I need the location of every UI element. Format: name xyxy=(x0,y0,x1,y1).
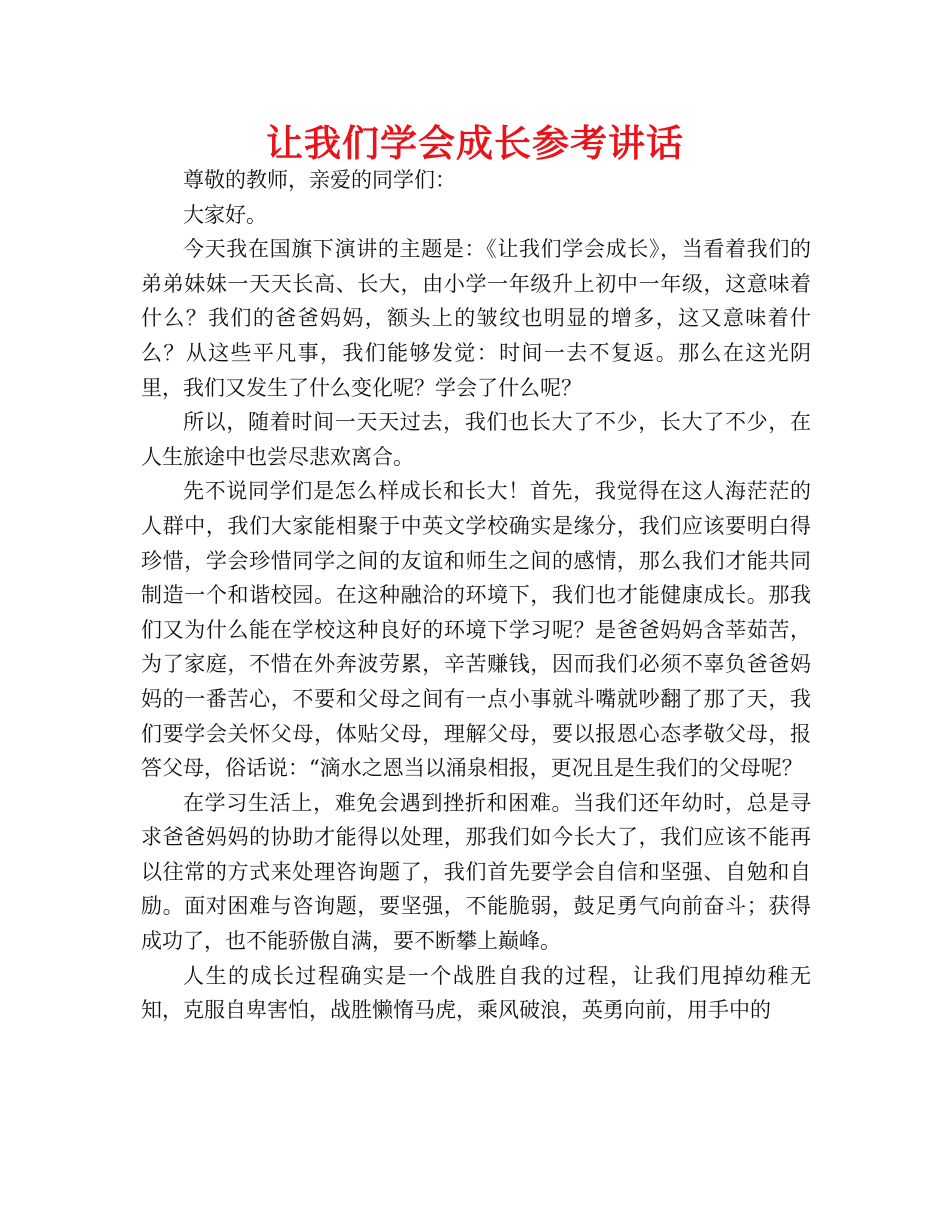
paragraph-greeting: 尊敬的教师，亲爱的同学们： xyxy=(183,168,456,192)
document-body xyxy=(141,163,811,1028)
document-title: 让我们学会成长参考讲话 xyxy=(266,122,684,165)
paragraph-study-life: 在学习生活上，难免会遇到挫折和困难。当我们还年幼时，总是寻求爸爸妈妈的协助才能得以处理，那我们如今长大了，我们应该不能再以往常的方式来处理咨询题了，我们首先要学会自信和坚强、自勉和自励。面对困难与咨询题，要坚强，不能脆弱，鼓足勇气向前奋斗；获得成功了，也不能骄傲自满，要不断攀上巅峰。 xyxy=(141,790,811,954)
paragraph-hello: 大家好。 xyxy=(183,202,267,227)
paragraph-topic: 今天我在国旗下演讲的主题是：《让我们学会成长》，当看着我们的弟弟妹妹一天天长高、长大，由小学一年级升上初中一年级，这意味着什么？我们的爸爸妈妈，额头上的皱纹也明显的增多，这又意味着什么？从这些平凡事，我们能够发觉：时间一去不复返。那么在这光阴里，我们又发生了什么变化呢？学会了什么呢？ xyxy=(141,237,811,400)
paragraph-growing: 所以，随着时间一天天过去，我们也长大了不少，长大了不少，在人生旅途中也尝尽悲欢离合。 xyxy=(141,410,811,469)
paragraph-cherish: 先不说同学们是怎么样成长和长大！首先，我觉得在这人海茫茫的人群中，我们大家能相聚于中英文学校确实是缘分，我们应该要明白得珍惜，学会珍惜同学之间的友谊和师生之间的感情，那么我们才能共同制造一个和谐校园。在这种融洽的环境下，我们也才能健康成长。那我们又为什么能在学校这种良好的环境下学习呢？是爸爸妈妈含莘茹苦，为了家庭，不惜在外奔波劳累，辛苦赚钱，因而我们必须不辜负爸爸妈妈的一番苦心，不要和父母之间有一点小事就斗嘴就吵翻了那了天，我们要学会关怀父母，体贴父母，理解父母，要以报恩心态孝敬父母，报答父母，俗话说：“滴水之恩当以涌泉相报，更况且是生我们的父母呢？ xyxy=(141,479,811,781)
paragraph-overcome-self: 人生的成长过程确实是一个战胜自我的过程，让我们甩掉幼稚无知，克服自卑害怕，战胜懒惰马虎，乘风破浪，英勇向前，用手中的 xyxy=(141,963,811,1023)
